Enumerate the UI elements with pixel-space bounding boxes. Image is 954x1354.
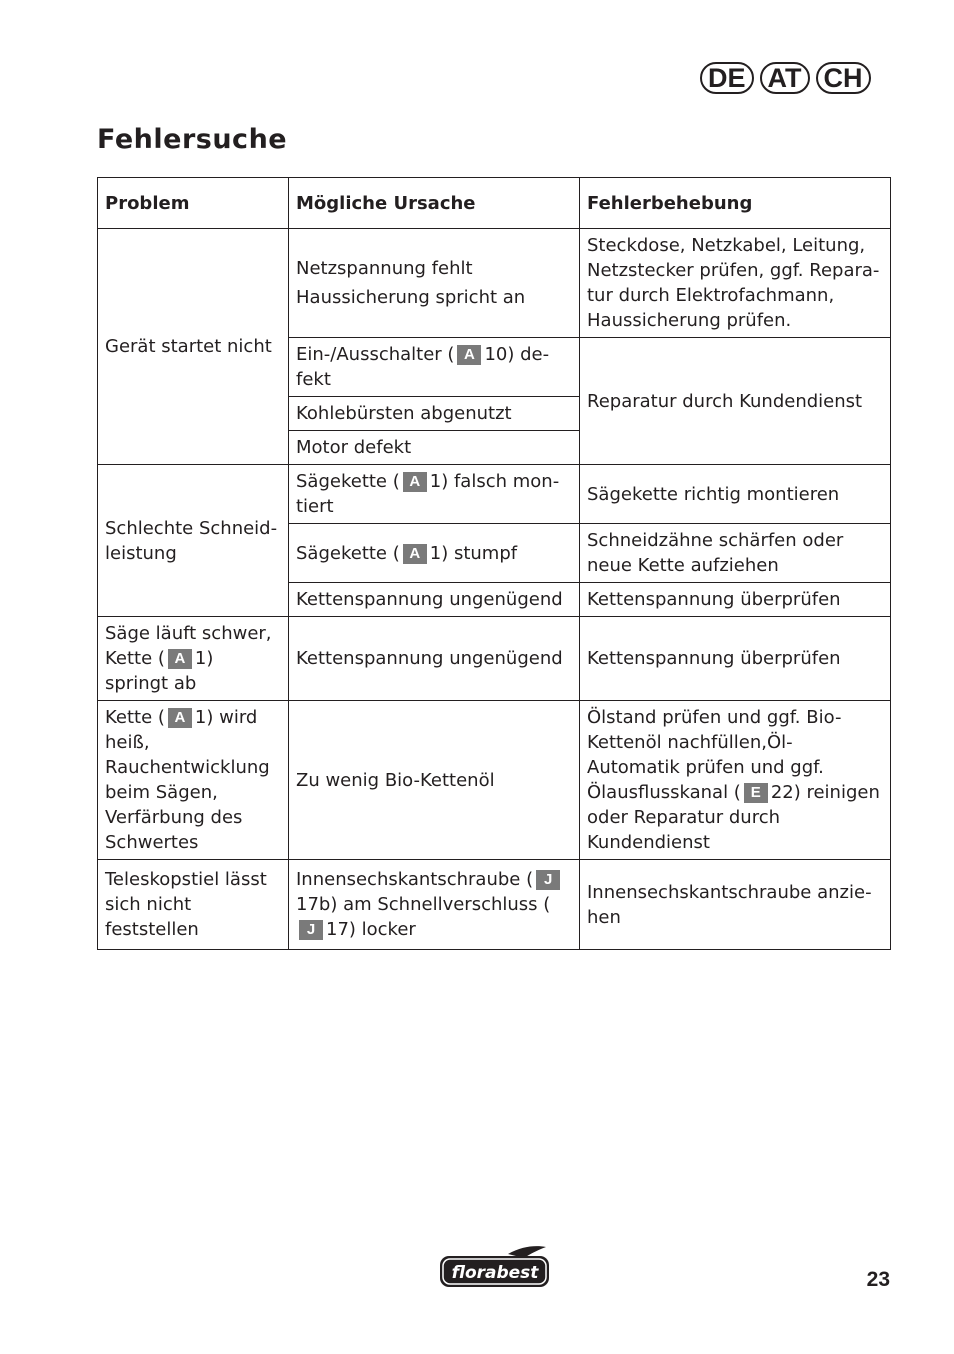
cause-text: Innensechskantschraube ( [296,869,534,890]
fix-cell [580,701,891,860]
table-row [98,617,891,701]
cause-cell [289,524,580,583]
cause-cell [289,338,580,397]
problem-text: Säge läuft schwer, Kette ( [105,623,272,669]
figure-ref-icon: J [299,920,323,940]
cause-text: 1) stumpf [429,542,518,564]
troubleshooting-table [97,177,891,950]
problem-cell: Schlechte Schneidleistung [98,465,289,617]
fix-cell: Kettenspannung überprüfen [580,583,891,617]
cause-cell: Kettenspannung ungenügend [289,583,580,617]
country-badge-ch: CH [816,62,871,94]
fix-cell: Kettenspannung überprüfen [580,617,891,701]
problem-cell: Teleskopstiel lässt sich nicht feststellen [98,860,289,950]
fix-text: Ölstand prüfen und ggf. Bio-Kettenöl nachfüllen,Öl-Automatik prüfen und ggf. Ölausflusskanal ( [587,707,842,803]
country-badges [700,62,890,100]
figure-ref-icon: A [403,472,427,492]
fix-text: 22) reinigen oder Reparatur durch Kundendienst [587,782,880,853]
country-badge-at: AT [760,62,810,94]
table-row [98,465,891,524]
cause-cell: Kohlebürsten abgenutzt [289,397,580,431]
florabest-logo [438,1244,552,1290]
cause-text: 17) locker [326,919,416,940]
cause-cell: Zu wenig Bio-Kettenöl [289,701,580,860]
cause-text: 1) falsch montiert [296,471,560,517]
table-row [98,229,891,338]
figure-ref-icon: A [168,708,192,728]
fix-cell: Innensechskantschraube anziehen [580,860,891,950]
cause-text: 10) defekt [296,344,550,390]
fix-cell: Schneidzähne schärfen oder neue Kette aufziehen [580,524,891,583]
cause-cell: Motor defekt [289,431,580,465]
cause-text: 17b) am Schnellverschluss ( [296,894,551,915]
column-header-cause: Mögliche Ursache [289,178,580,229]
figure-ref-icon: A [403,544,427,564]
figure-ref-icon: A [168,649,192,669]
logo-text: florabest [451,1263,539,1283]
cause-line: Netzspannung fehlt [296,258,473,279]
figure-ref-icon: A [457,345,481,365]
cause-text: Sägekette ( [296,542,400,564]
problem-cell [98,617,289,701]
problem-text: 1) wird heiß, Rauchentwicklung beim Sägen, Verfärbung des Schwertes [105,707,270,853]
cause-text: Ein-/Ausschalter ( [296,344,455,365]
cause-line: Haussicherung spricht an [296,287,526,308]
table-row [98,701,891,860]
problem-cell: Gerät startet nicht [98,229,289,465]
page-title: Fehlersuche [97,124,288,155]
page-number: 23 [866,1268,890,1291]
country-badge-de: DE [700,62,754,94]
cause-cell [289,860,580,950]
problem-cell [98,701,289,860]
cause-cell [289,229,580,338]
figure-ref-icon: E [744,783,768,803]
column-header-problem: Problem [98,178,289,229]
fix-cell: Steckdose, Netzkabel, Leitung, Netzstecker prüfen, ggf. Reparatur durch Elektrofachmann, Haussicherung prüfen. [580,229,891,338]
problem-text: Kette ( [105,707,165,728]
cause-cell: Kettenspannung ungenügend [289,617,580,701]
fix-cell: Reparatur durch Kundendienst [580,338,891,465]
table-row [98,860,891,950]
figure-ref-icon: J [536,870,560,890]
column-header-fix: Fehlerbehebung [580,178,891,229]
table-header-row [98,178,891,229]
problem-text: 1) springt ab [105,648,214,694]
fix-cell: Sägekette richtig montieren [580,465,891,524]
cause-cell [289,465,580,524]
cause-text: Sägekette ( [296,471,400,492]
